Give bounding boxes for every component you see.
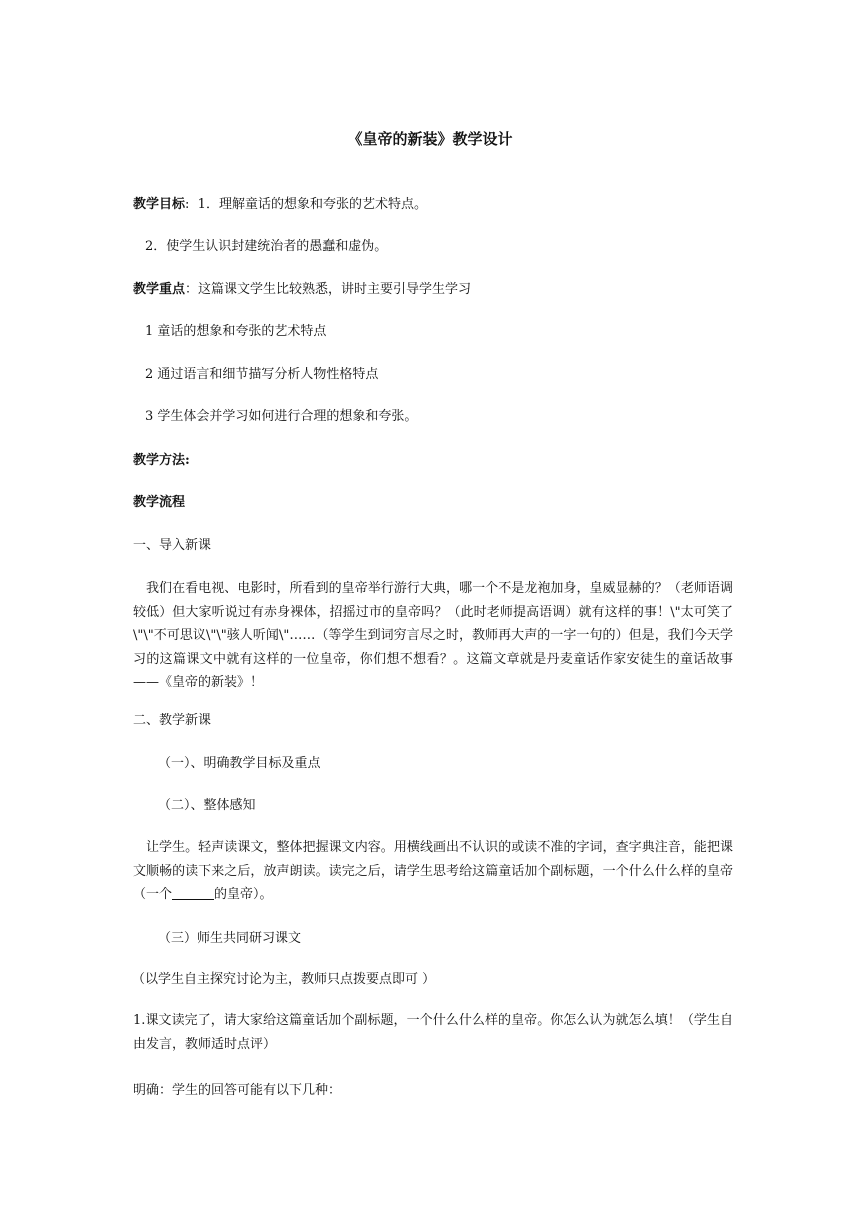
teaching-goal-separator: : (185, 197, 190, 212)
question-1: 1.课文读完了，请大家给这篇童话加个副标题，一个什么什么样的皇帝。你怎么认为就怎么填！（学生自由发言，教师适时点评） (133, 1013, 733, 1052)
subsection-2-heading: （二）、整体感知 (158, 798, 256, 813)
teaching-key-text: ：这篇课文学生比较熟悉，讲时主要引导学生学习 (185, 282, 472, 297)
subsection-2-text-b: 的皇帝）。 (214, 887, 273, 902)
teaching-key-line (133, 280, 733, 300)
section-1-heading: 一、导入新课 (133, 538, 212, 553)
subsection-2-text-a: 让学生。轻声读课文，整体把握课文内容。用横线画出不认识的或读不准的字词，查字典注音，能把课文顺畅的读下来之后，放声朗读。读完之后，请学生思考给这篇童话加个副标题，一个什么什么样的皇帝（一个 (133, 840, 733, 902)
subsection-2-paragraph (133, 836, 733, 907)
document-title: 《皇帝的新装》教学设计 (347, 130, 513, 148)
teaching-key-1: 1 童话的想象和夸张的艺术特点 (145, 324, 327, 339)
teaching-flow-label: 教学流程 (133, 495, 186, 510)
subsection-1-heading: （一）、明确教学目标及重点 (158, 756, 321, 771)
teaching-key-3: 3 学生体会并学习如何进行合理的想象和夸张。 (145, 409, 418, 424)
teaching-goal-1: 1．理解童话的想象和夸张的艺术特点。 (197, 197, 427, 212)
teaching-key-2: 2 通过语言和细节描写分析人物性格特点 (145, 367, 379, 382)
teaching-goal-2: 2．使学生认识封建统治者的愚蠢和虚伪。 (145, 239, 388, 254)
subsection-3-heading: （三）师生共同研习课文 (158, 931, 302, 946)
teaching-goal-line (133, 195, 733, 215)
section-1-paragraph: 我们在看电视、电影时，所看到的皇帝举行游行大典，哪一个不是龙袍加身，皇威显赫的？（老师语调较低）但大家听说过有赤身裸体，招摇过市的皇帝吗？（此时老师提高语调）就有这样的事！\"太可笑了\"\"不可思议\"\"骇人听闻\"……（等学生到词穷言尽之时，教师再大声的一字一句的）但是，我们今天学习的这篇课文中就有这样的一位皇帝，你们想不想看？。这篇文章就是丹麦童话作家安徒生的童话故事——《皇帝的新装》！ (133, 581, 733, 690)
section-2-heading: 二、教学新课 (133, 713, 212, 728)
fill-in-blank (172, 885, 214, 900)
teaching-goal-label: 教学目标 (133, 197, 186, 212)
note-line: （以学生自主探究讨论为主，教师只点拨要点即可 ） (132, 972, 436, 987)
teaching-key-label: 教学重点 (133, 282, 186, 297)
clarify-line: 明确：学生的回答可能有以下几种： (133, 1083, 342, 1098)
teaching-method-label: 教学方法: (133, 453, 190, 468)
